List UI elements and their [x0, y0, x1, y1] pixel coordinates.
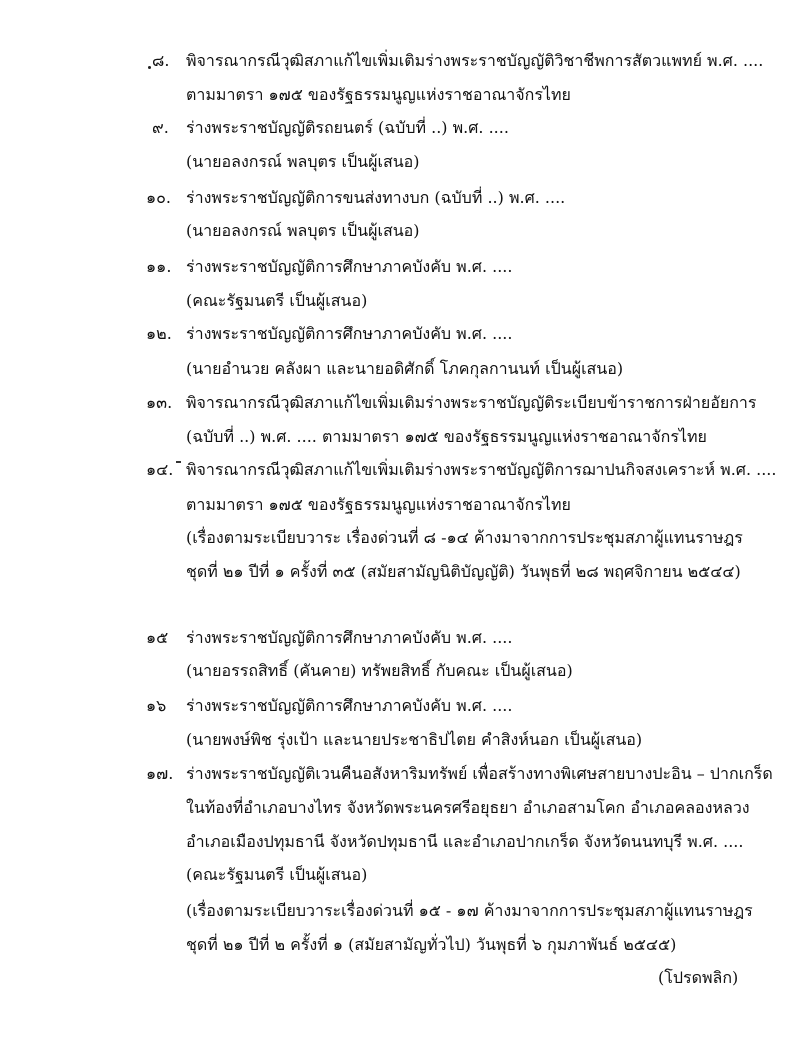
- item-number: ๑๔.: [146, 460, 174, 479]
- scan-dash: [176, 461, 181, 463]
- item-text-line: ชุดที่ ๒๑ ปีที่ ๑ ครั้งที่ ๓๕ (สมัยสามัญนิติบัญญัติ) วันพุธที่ ๒๘ พฤศจิกายน ๒๕๔๔): [186, 562, 741, 581]
- item-number: ๑๐.: [146, 188, 172, 207]
- item-number: ๙.: [152, 118, 169, 137]
- item-text-line: (นายอลงกรณ์ พลบุตร เป็นผู้เสนอ): [186, 221, 420, 240]
- turn-over-note: (โปรดพลิก): [658, 968, 739, 987]
- item-text-line: ชุดที่ ๒๑ ปีที่ ๒ ครั้งที่ ๑ (สมัยสามัญทั่วไป) วันพุธที่ ๖ กุมภาพันธ์ ๒๕๔๕): [186, 935, 677, 954]
- item-number: ๘.: [152, 51, 170, 70]
- item-text-line: (เรื่องตามระเบียบวาระ เรื่องด่วนที่ ๘ -๑๔ ค้างมาจากการประชุมสภาผู้แทนราษฎร: [186, 528, 743, 547]
- item-text-line: ในท้องที่อำเภอบางไทร จังหวัดพระนครศรีอยุธยา อำเภอสามโคก อำเภอคลองหลวง: [186, 798, 750, 817]
- item-text-line: (ฉบับที่ ..) พ.ศ. .... ตามมาตรา ๑๗๕ ของรัฐธรรมนูญแห่งราชอาณาจักรไทย: [186, 427, 707, 446]
- item-text-line: (นายอลงกรณ์ พลบุตร เป็นผู้เสนอ): [186, 152, 420, 171]
- item-number: ๑๗.: [146, 764, 174, 783]
- item-text-line: พิจารณากรณีวุฒิสภาแก้ไขเพิ่มเติมร่างพระราชบัญญัติวิชาชีพการสัตวแพทย์ พ.ศ. ....: [186, 51, 764, 70]
- item-text-line: ตามมาตรา ๑๗๕ ของรัฐธรรมนูญแห่งราชอาณาจักรไทย: [186, 495, 571, 514]
- item-text-line: ร่างพระราชบัญญัติการศึกษาภาคบังคับ พ.ศ. ....: [186, 696, 513, 715]
- item-text-line: ร่างพระราชบัญญัติการศึกษาภาคบังคับ พ.ศ. ....: [186, 628, 513, 647]
- item-text-line: พิจารณากรณีวุฒิสภาแก้ไขเพิ่มเติมร่างพระราชบัญญัติระเบียบข้าราชการฝ่ายอัยการ: [186, 393, 757, 412]
- item-number: ๑๑.: [146, 257, 172, 276]
- item-number: ๑๖: [146, 696, 167, 715]
- scan-speck: [148, 66, 151, 69]
- item-text-line: (นายอำนวย คลังผา และนายอดิศักดิ์ โภคกุลกานนท์ เป็นผู้เสนอ): [186, 359, 624, 378]
- item-text-line: ตามมาตรา ๑๗๕ ของรัฐธรรมนูญแห่งราชอาณาจักรไทย: [186, 85, 571, 104]
- item-text-line: (คณะรัฐมนตรี เป็นผู้เสนอ): [186, 291, 368, 310]
- item-text-line: พิจารณากรณีวุฒิสภาแก้ไขเพิ่มเติมร่างพระราชบัญญัติการฌาปนกิจสงเคราะห์ พ.ศ. ....: [186, 460, 777, 479]
- item-text-line: ร่างพระราชบัญญัติการขนส่งทางบก (ฉบับที่ ..) พ.ศ. ....: [186, 188, 566, 207]
- item-text-line: (นายอรรถสิทธิ์ (คันคาย) ทรัพยสิทธิ์ กับคณะ เป็นผู้เสนอ): [186, 661, 573, 680]
- item-text-line: ร่างพระราชบัญญัติรถยนตร์ (ฉบับที่ ..) พ.ศ. ....: [186, 118, 509, 137]
- item-text-line: ร่างพระราชบัญญัติการศึกษาภาคบังคับ พ.ศ. ....: [186, 324, 513, 343]
- item-text-line: อำเภอเมืองปทุมธานี จังหวัดปทุมธานี และอำเภอปากเกร็ด จังหวัดนนทบุรี พ.ศ. ....: [186, 832, 744, 851]
- item-text-line: (คณะรัฐมนตรี เป็นผู้เสนอ): [186, 865, 368, 884]
- item-text-line: (เรื่องตามระเบียบวาระเรื่องด่วนที่ ๑๕ - ๑๗ ค้างมาจากการประชุมสภาผู้แทนราษฎร: [186, 901, 753, 920]
- item-text-line: ร่างพระราชบัญญัติการศึกษาภาคบังคับ พ.ศ. ....: [186, 257, 513, 276]
- item-number: ๑๒.: [146, 324, 172, 343]
- item-text-line: (นายพงษ์พิช รุ่งเป้า และนายประชาธิปไตย คำสิงห์นอก เป็นผู้เสนอ): [186, 730, 643, 749]
- item-number: ๑๓.: [146, 393, 173, 412]
- item-number: ๑๕: [146, 628, 169, 647]
- item-text-line: ร่างพระราชบัญญัติเวนคืนอสังหาริมทรัพย์ เพื่อสร้างทางพิเศษสายบางปะอิน – ปากเกร็ด: [186, 764, 773, 783]
